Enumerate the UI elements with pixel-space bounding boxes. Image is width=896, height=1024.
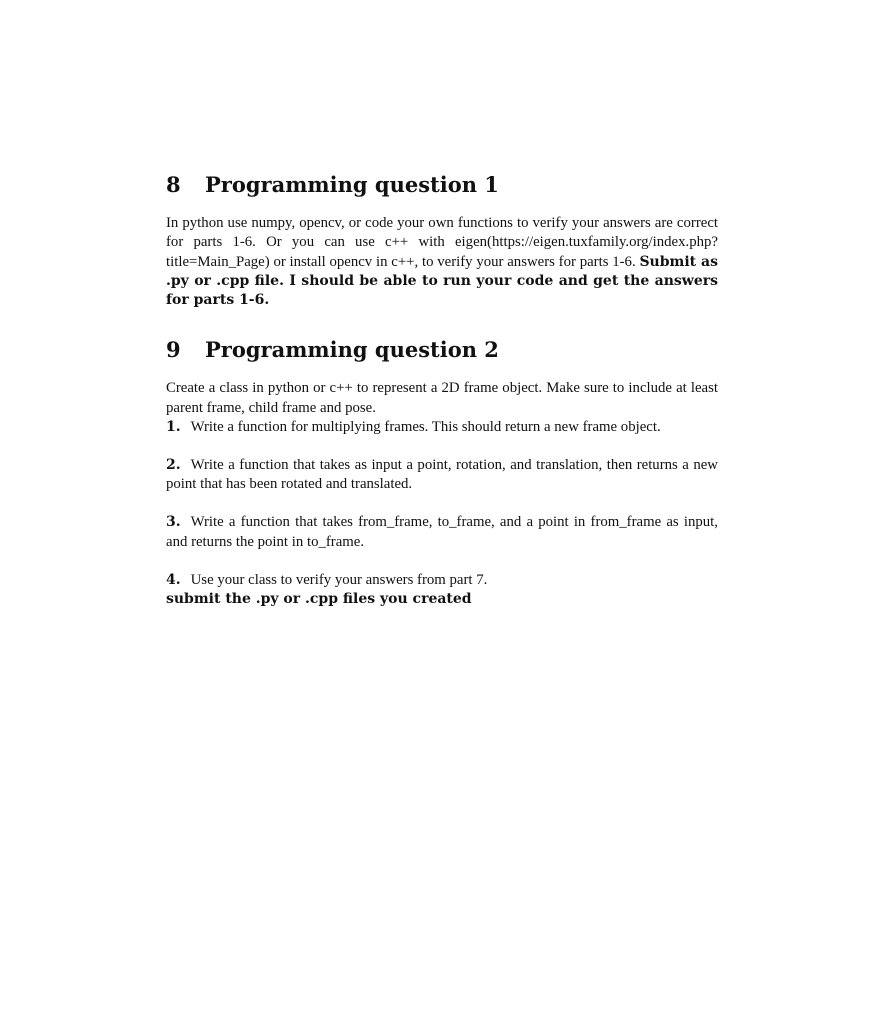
item-text: Use your class to verify your answers from part 7.: [190, 571, 488, 588]
item-text: Write a function that takes from_frame, to_frame, and a point in from_frame as input, and returns the point in to_frame.: [166, 514, 718, 550]
section-title: Programming question 2: [205, 337, 499, 363]
closing-submit-instruction: submit the .py or .cpp files you created: [166, 591, 472, 608]
item-text: Write a function that takes as input a point, rotation, and translation, then returns a new point that has been rotated and translated.: [166, 457, 718, 493]
list-item: [166, 418, 718, 437]
section-number: 9: [166, 337, 181, 363]
section-1-body-text: In python use numpy, opencv, or code your own functions to verify your answers are correct for parts 1-6. Or you can use c++ with eigen(https://eigen.tuxfamily.org/index.php?title=Main_Page) or install opencv in c++, to verify your answers for parts 1-6.: [166, 215, 718, 270]
section-1-submit-instruction: Submit as .py or .cpp file. I should be able to run your code and get the answers for parts 1-6.: [166, 253, 719, 308]
item-number: 1.: [166, 418, 181, 435]
section-2-intro: Create a class in python or c++ to represent a 2D frame object. Make sure to include at least parent frame, child frame and pose.: [166, 380, 718, 416]
document-page: [166, 172, 718, 609]
item-number: 4.: [166, 571, 181, 588]
item-number: 3.: [166, 514, 181, 531]
section-heading-programming-question-1: [166, 172, 718, 197]
section-2-body: [166, 379, 718, 609]
list-item: [166, 513, 718, 551]
section-number: 8: [166, 172, 181, 197]
list-item: [166, 571, 718, 590]
section-title: Programming question 1: [205, 172, 499, 197]
item-number: 2.: [166, 457, 181, 473]
section-heading-programming-question-2: [166, 337, 718, 362]
list-item: [166, 456, 718, 494]
section-1-paragraph: [166, 214, 718, 310]
item-text: Write a function for multiplying frames. This should return a new frame object.: [190, 418, 661, 435]
